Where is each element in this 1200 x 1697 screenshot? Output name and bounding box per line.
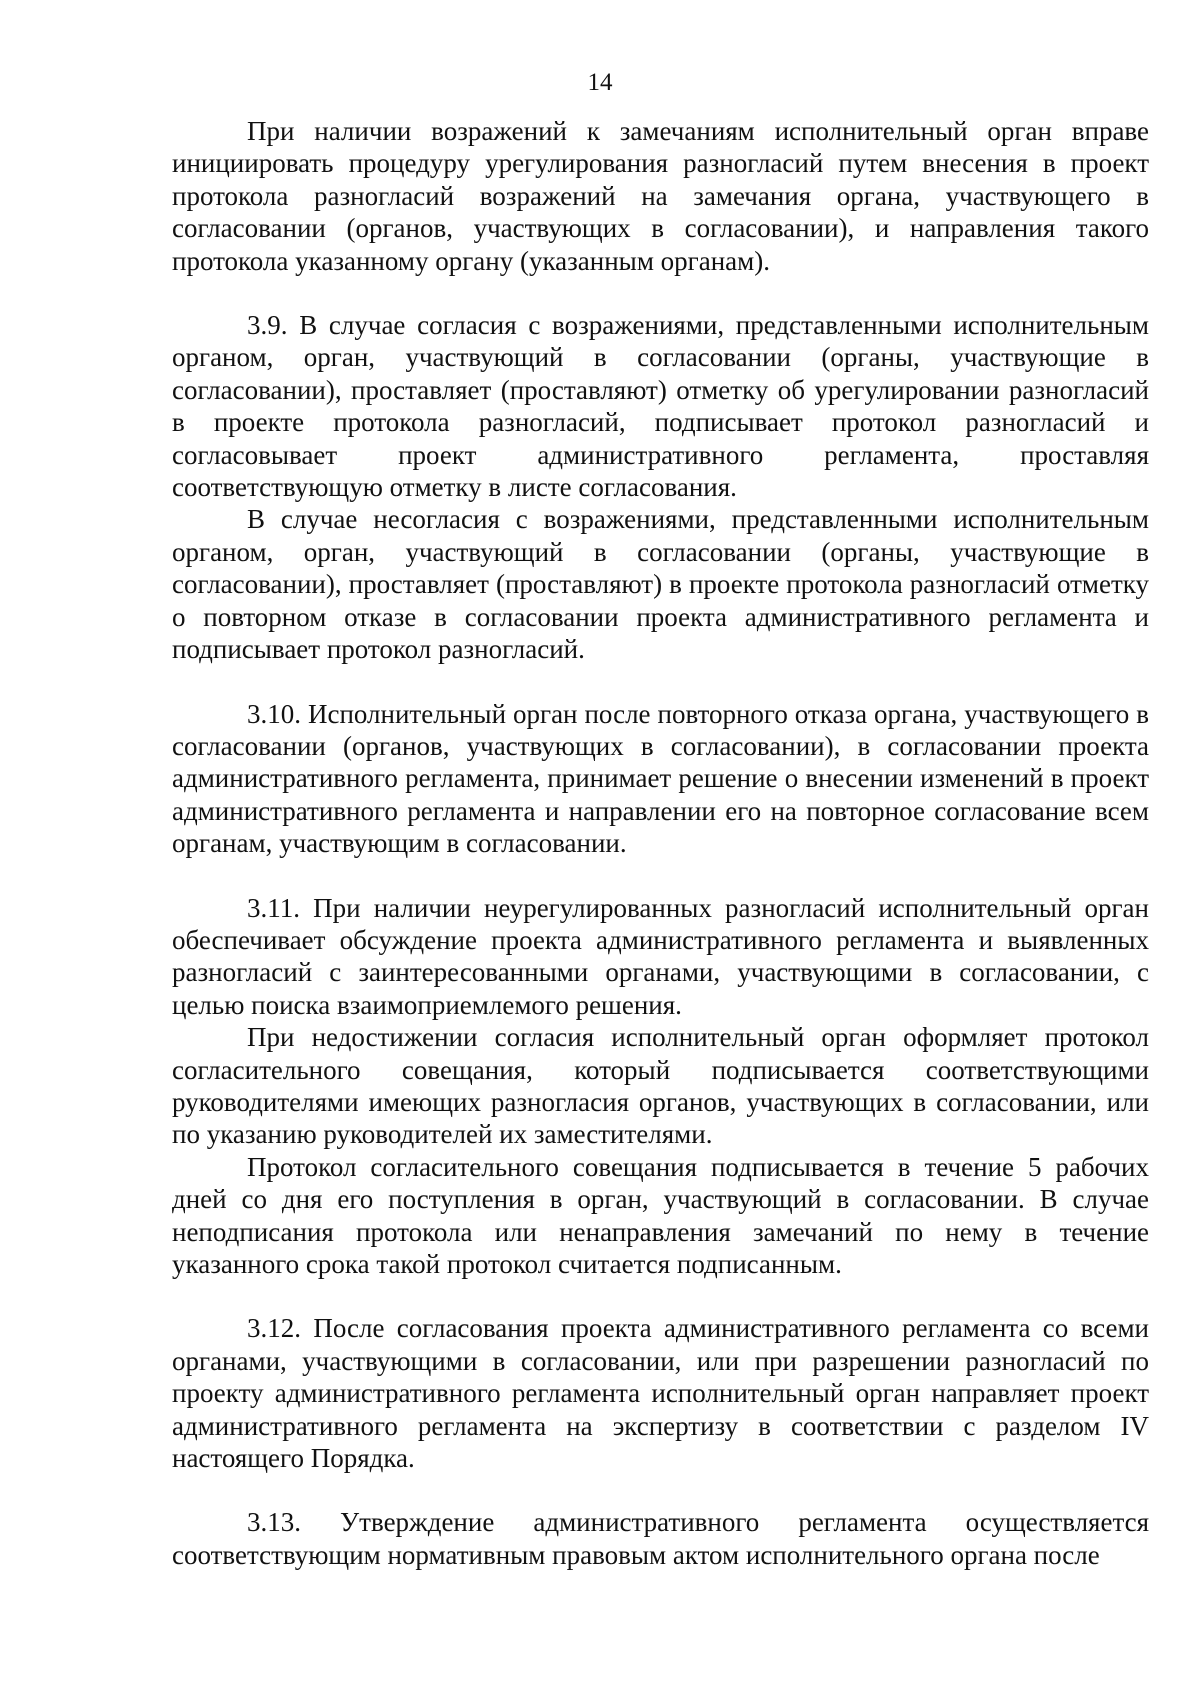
- paragraph: 3.10. Исполнительный орган после повторного отказа органа, участвующего в согласовании (органов, участвующих в согласовании), в согласовании проекта административного регламента, принимает решение о внесении изменений в проект административного регламента и направлении его на повторное согласование всем органам, участвующим в согласовании.: [172, 698, 1149, 859]
- page-number: 14: [587, 69, 613, 96]
- paragraph: 3.11. При наличии неурегулированных разногласий исполнительный орган обеспечивает обсуждение проекта административного регламента и выявленных разногласий с заинтересованными органами, участвующими в согласовании, с целью поиска взаимоприемлемого решения.: [172, 892, 1149, 1020]
- paragraph: При недостижении согласия исполнительный орган оформляет протокол согласительного совещания, который подписывается соответствующими руководителями имеющих разногласия органов, участвующих в согласовании, или по указанию руководителей их заместителями.: [172, 1022, 1149, 1150]
- paragraph: Протокол согласительного совещания подписывается в течение 5 рабочих дней со дня его поступления в орган, участвующий в согласовании. В случае неподписания протокола или ненаправления замечаний по нему в течение указанного срока такой протокол считается подписанным.: [172, 1151, 1149, 1279]
- paragraph: В случае несогласия с возражениями, представленными исполнительным органом, орган, участвующий в согласовании (органы, участвующие в согласовании), проставляет (проставляют) в проекте протокола разногласий отметку о повторном отказе в согласовании проекта административного регламента и подписывает протокол разногласий.: [172, 504, 1149, 665]
- paragraph: 3.13. Утверждение административного регламента осуществляется соответствующим нормативным правовым актом исполнительного органа после: [172, 1507, 1149, 1570]
- paragraph: 3.12. После согласования проекта административного регламента со всеми органами, участвующими в согласовании, или при разрешении разногласий по проекту административного регламента исполнительный орган направляет проект административного регламента на экспертизу в соответствии с разделом IV настоящего Порядка.: [172, 1313, 1149, 1474]
- paragraph: При наличии возражений к замечаниям исполнительный орган вправе инициировать процедуру урегулирования разногласий путем внесения в проект протокола разногласий возражений на замечания органа, участвующего в согласовании (органов, участвующих в согласовании), и направления такого протокола указанному органу (указанным органам).: [172, 116, 1149, 276]
- paragraph: 3.9. В случае согласия с возражениями, представленными исполнительным органом, орган, участвующий в согласовании (органы, участвующие в согласовании), проставляет (проставляют) отметку об урегулировании разногласий в проекте протокола разногласий, подписывает протокол разногласий и согласовывает проект административного регламента, проставляя соответствующую отметку в листе согласования.: [172, 310, 1149, 503]
- document-body: [172, 115, 1149, 1571]
